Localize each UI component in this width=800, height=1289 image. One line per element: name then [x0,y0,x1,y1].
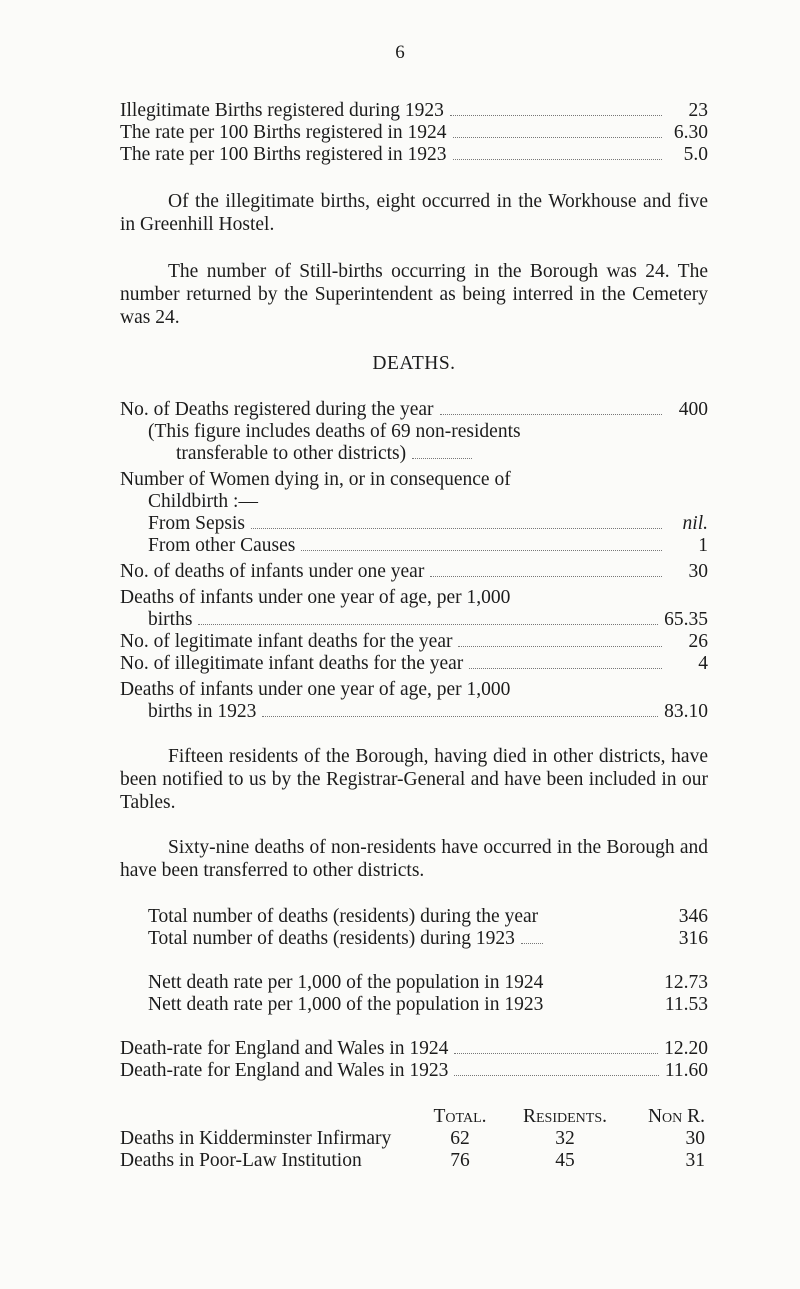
row-label: births in 1923 [148,701,257,722]
leader-dots [450,115,662,116]
leader-dots [521,943,543,944]
total-row [148,928,708,950]
row-value: 5.0 [683,144,708,165]
table-row-label: Deaths in Kidderminster Infirmary [120,1128,392,1149]
row-value: 12.73 [664,972,708,993]
row-label: births [148,609,193,630]
table-cell-residents: 32 [555,1128,575,1149]
infant-rate-row [120,609,708,631]
row-value: 316 [678,928,708,949]
row-value: 4 [698,653,708,674]
illegitimate-row [120,122,708,144]
illegitimate-births-list [120,100,708,166]
row-value: 6.30 [673,122,708,143]
table-cell-residents: 45 [555,1150,575,1171]
row-value: 1 [698,535,708,556]
sixty-nine-paragraph: Sixty-nine deaths of non-residents have occurred in the Borough and have been transferred to other districts. [120,837,708,881]
note-line: (This figure includes deaths of 69 non-residents [148,421,521,442]
row-label: No. of legitimate infant deaths for the year [120,631,453,652]
leader-dots [262,716,658,717]
note-line-dotted [120,443,708,465]
legitimate-deaths-row [120,631,708,653]
row-label: Nett death rate per 1,000 of the population in 1923 [148,994,544,1015]
england-row [120,1038,708,1060]
nett-row [148,972,708,994]
column-header-total: Total. [433,1106,487,1127]
row-label: transferable to other districts) [176,443,407,464]
row-value: 11.53 [664,994,708,1015]
table-cell-non-residents: 31 [685,1150,705,1171]
row-value: 346 [678,906,708,927]
table-cell-non-residents: 30 [685,1128,705,1149]
row-label: Death-rate for England and Wales in 1924 [120,1038,449,1059]
row-label: From other Causes [148,535,296,556]
row-value: 400 [678,399,708,420]
row-value: nil. [682,513,708,534]
row-value: 65.35 [664,609,708,630]
deaths-registered-row [120,399,708,421]
row-label: The rate per 100 Births registered in 1924 [120,122,447,143]
page-number: 6 [395,42,405,63]
row-label: Nett death rate per 1,000 of the population in 1924 [148,972,544,993]
infant-rate-1923-row [120,701,708,723]
row-value: 23 [688,100,708,121]
illegitimate-deaths-row [120,653,708,675]
illegitimate-row [120,100,708,122]
infant-rate-1923-line: Deaths of infants under one year of age, per 1,000 [120,679,511,700]
row-label: No. of Deaths registered during the year [120,399,434,420]
row-label: Death-rate for England and Wales in 1923 [120,1060,449,1081]
women-line: Number of Women dying in, or in consequence of [120,469,511,490]
leader-dots [251,528,662,529]
row-label: Total number of deaths (residents) during the year [148,906,539,927]
women-line: Childbirth :— [148,491,258,512]
leader-dots [198,624,658,625]
leader-dots [469,668,662,669]
table-cell-total: 62 [450,1128,470,1149]
nett-row [148,994,708,1016]
infant-rate-line: Deaths of infants under one year of age, per 1,000 [120,587,511,608]
nett-rate-list [120,972,708,1016]
row-value: 83.10 [664,701,708,722]
leader-dots [454,1053,658,1054]
total-row [148,906,708,928]
row-label: No. of deaths of infants under one year [120,561,425,582]
table-cell-total: 76 [450,1150,470,1171]
row-value: 12.20 [664,1038,708,1059]
leader-dots [453,137,662,138]
leader-dots [301,550,662,551]
totals-list [120,906,708,950]
leader-dots [440,414,662,415]
row-label: Illegitimate Births registered during 1923 [120,100,444,121]
leader-dots [412,458,472,459]
infant-deaths-row [120,561,708,583]
row-label: Total number of deaths (residents) during 1923 [148,928,515,949]
leader-dots [453,159,662,160]
workhouse-paragraph: Of the illegitimate births, eight occurred in the Workhouse and five in Greenhill Hostel. [120,191,708,235]
deaths-section [120,399,708,723]
row-value: 30 [688,561,708,582]
institution-table [120,1106,708,1172]
row-value: 26 [688,631,708,652]
column-header-non-residents: Non R. [647,1106,705,1127]
fifteen-residents-paragraph: Fifteen residents of the Borough, having died in other districts, have been notified to us by the Registrar-General and have been included in our Tables. [120,746,708,813]
leader-dots [458,646,662,647]
row-label: From Sepsis [148,513,245,534]
page-content [120,100,708,1172]
row-label: The rate per 100 Births registered in 1923 [120,144,447,165]
leader-dots [430,576,662,577]
leader-dots [454,1075,658,1076]
deaths-heading: DEATHS. [372,353,456,374]
sepsis-row [120,513,708,535]
table-row-label: Deaths in Poor-Law Institution [120,1150,362,1171]
england-row [120,1060,708,1082]
other-causes-row [120,535,708,557]
england-rate-list [120,1038,708,1082]
illegitimate-row [120,144,708,166]
row-value: 11.60 [664,1060,708,1081]
row-label: No. of illegitimate infant deaths for the year [120,653,464,674]
stillbirths-paragraph: The number of Still-births occurring in the Borough was 24. The number returned by the Superintendent as being interred in the Cemetery was 24. [120,261,708,328]
column-header-residents: Residents. [523,1106,607,1127]
